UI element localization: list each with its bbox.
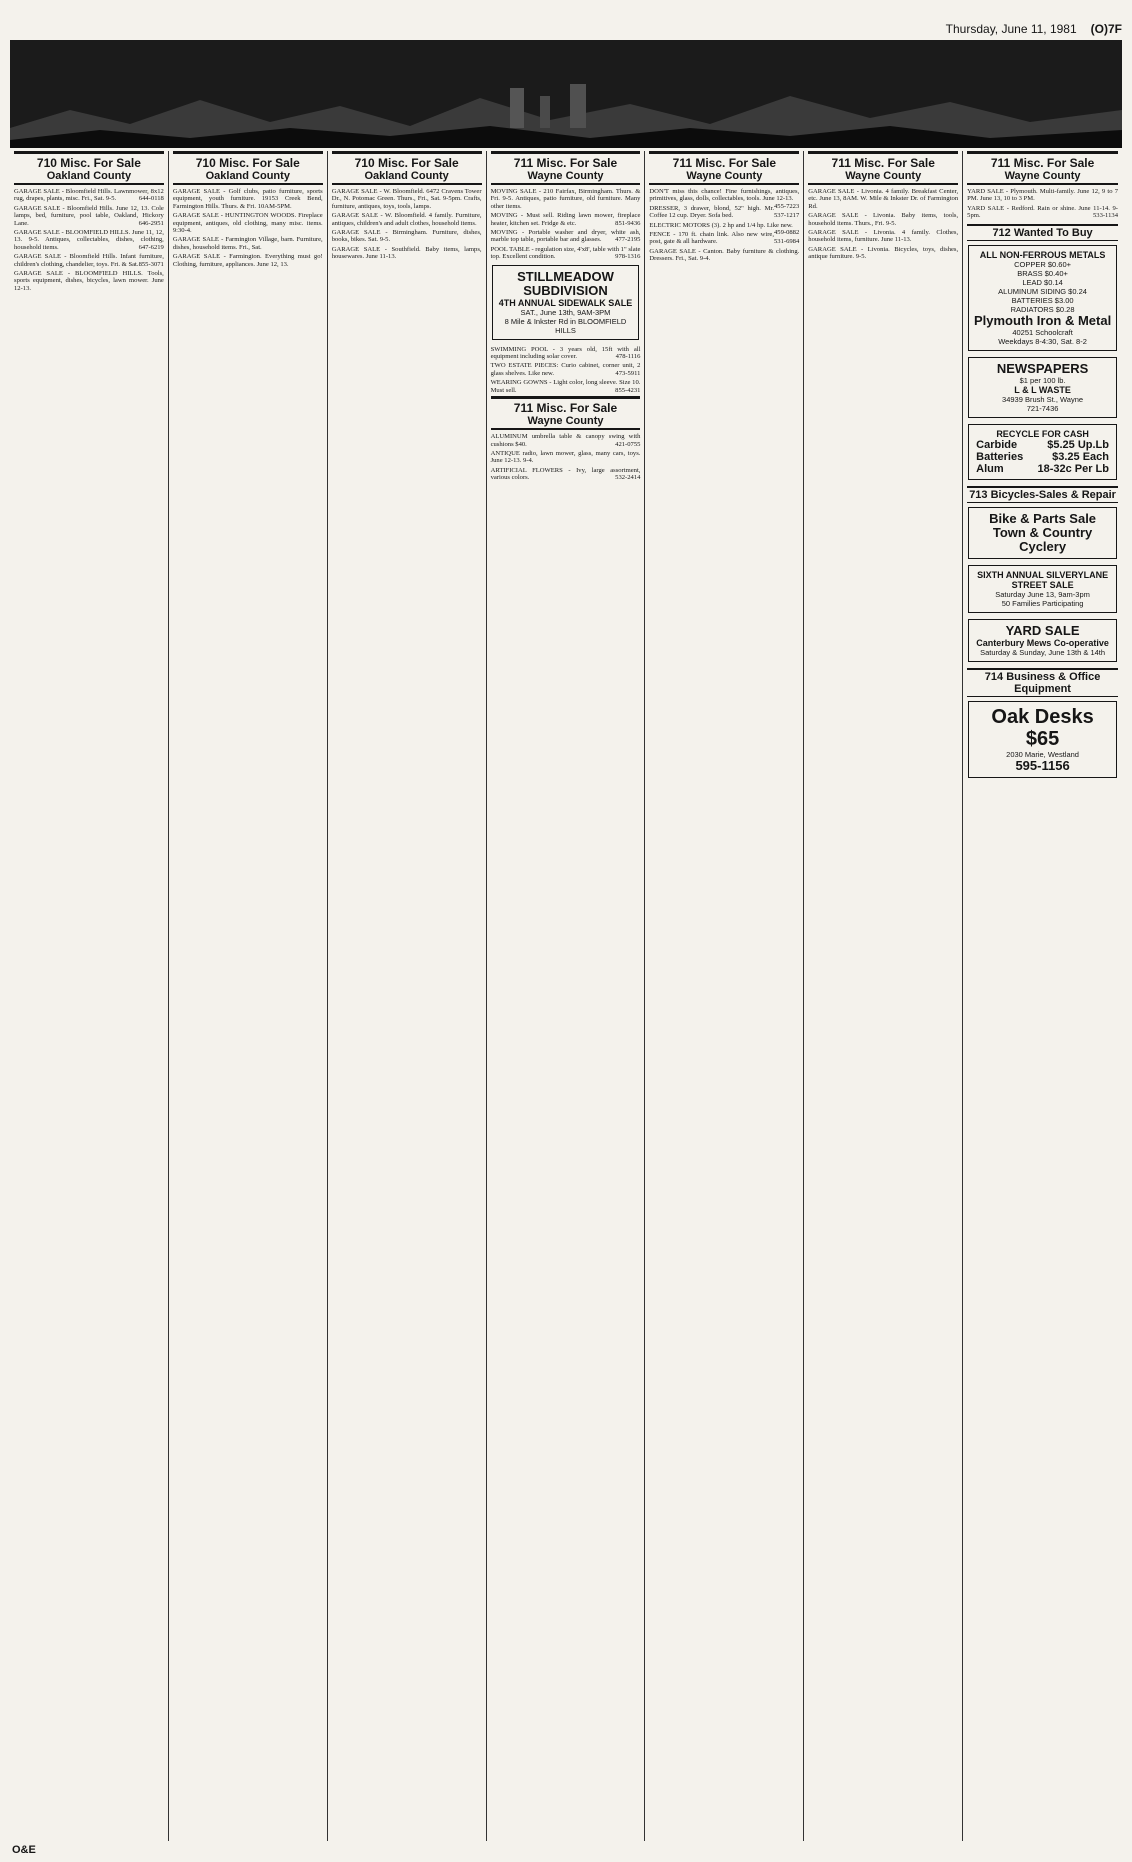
display-line: Saturday June 13, 9am-3pm (995, 589, 1090, 599)
classified-ad (808, 229, 958, 244)
ad-text: GARAGE SALE - BLOOMFIELD HILLS. Tools, sports equipment, dishes, bicycles, lawn mower. June 12-13. (14, 270, 164, 292)
display-line: ALL NON-FERROUS METALS (979, 249, 1106, 260)
ad-text: GARAGE SALE - Golf clubs, patio furniture, sports equipment, youth furniture. 19153 Creek Bend, Farmington Hills. Thurs. & Fri. 10AM-5PM. (172, 188, 323, 210)
ad-phone: 421-0755 (615, 440, 641, 448)
classified-ad (967, 188, 1118, 203)
price-value: 18-32c Per Lb (1037, 462, 1109, 475)
ad-phone: 531-6984 (774, 238, 800, 246)
display-title: NEWSPAPERS (996, 360, 1089, 376)
ad-text: GARAGE SALE - Bloomfield Hills. Infant furniture, children's clothing, chandelier, toys. Fri. & Sat. (14, 253, 164, 268)
display-address: 2030 Marie, Westland (1006, 749, 1079, 759)
column-heading (967, 151, 1118, 185)
ad-phone: 855-3071 (138, 260, 164, 268)
price-row (972, 451, 1113, 463)
display-business-name: Plymouth Iron & Metal (973, 312, 1112, 328)
classified-ad (491, 346, 641, 361)
ad-text: GARAGE SALE - Farmington Village, barn. Furniture, dishes, household items. Fri., Sat. (172, 236, 323, 251)
classified-ad (649, 248, 799, 263)
column-heading (14, 151, 164, 185)
display-title: RECYCLE FOR CASH (996, 428, 1089, 439)
footer-code: O&E (12, 1844, 36, 1856)
category-heading: 711 Misc. For Sale (990, 156, 1095, 170)
ad-phone: 978-1316 (615, 253, 641, 261)
classified-ad (173, 212, 323, 234)
display-line: BATTERIES $3.00 (1011, 295, 1074, 305)
classified-ad (332, 212, 482, 227)
ad-text: FENCE - 170 ft. chain link. Also new wire, post, gate & all hardware. (649, 231, 774, 246)
ad-phone: 473-5911 (615, 369, 641, 377)
ad-phone: 478-1116 (615, 353, 641, 361)
ad-text: GARAGE SALE - Livonia. Bicycles, toys, dishes, antique furniture. 9-5. (808, 245, 959, 261)
ad-phone: 459-0882 (774, 229, 800, 237)
county-heading: Wayne County (686, 170, 763, 182)
classified-ad (173, 236, 323, 251)
metals-display-ad (968, 245, 1117, 351)
classified-ad (332, 229, 482, 244)
display-ad-title: STILLMEADOW SUBDIVISION (517, 268, 614, 298)
county-heading: Oakland County (205, 170, 290, 182)
ad-text: GARAGE SALE - Canton. Baby furniture & clothing. Dressers. Fri., Sat. 9-4. (649, 247, 800, 263)
page-label: (O)7F (1090, 22, 1122, 36)
classified-ad (649, 221, 800, 237)
classified-ad (491, 467, 641, 482)
category-heading: 710 Misc. For Sale (354, 156, 459, 170)
section-heading-office-equipment: 714 Business & Office Equipment (967, 668, 1118, 697)
classified-ad (967, 205, 1118, 220)
ad-phone: 644-0118 (138, 195, 164, 203)
column-heading (491, 151, 641, 185)
ad-text: DON'T miss this chance! Fine furnishings, antiques, primitives, glass, dolls, collectables, tools. June 12-13. (649, 188, 800, 203)
canterbury-display-ad (968, 619, 1117, 662)
city-silhouette-image (10, 40, 1122, 148)
classified-ad (332, 246, 482, 261)
classified-column-1 (10, 151, 169, 1841)
price-item: Carbide (976, 438, 1018, 451)
ad-text: GARAGE SALE - Livonia. Baby items, tools, household items. Thurs., Fri. 9-5. (808, 212, 959, 227)
ad-text: MOVING - Must sell. Riding lawn mower, fireplace heater, kitchen set. Fridge & etc. (490, 212, 641, 227)
display-ad-details: SAT., June 13th, 9AM-3PM (520, 307, 611, 317)
column-heading (332, 151, 482, 185)
display-address: 40251 Schoolcraft (1012, 327, 1073, 337)
county-heading: Wayne County (1004, 170, 1081, 182)
ad-text: WEARING GOWNS - Light color, long sleeve. Size 10. Must sell. (490, 379, 641, 394)
street-sale-display-ad (968, 565, 1117, 613)
display-line: COPPER $0.60+ (1014, 259, 1072, 269)
bike-display-ad (968, 507, 1117, 559)
price-value: $5.25 Up.Lb (1047, 438, 1109, 451)
price-value: $3.25 Each (1052, 450, 1109, 463)
column-heading (173, 151, 323, 185)
ad-text: GARAGE SALE - W. Bloomfield. 4 family. Furniture, antiques, children's and adult clothes, household items. (331, 212, 482, 227)
classified-column-4 (487, 151, 646, 1841)
ad-text: GARAGE SALE - W. Bloomfield. 6472 Cravens Tower Dr., N. Potomac Green. Thurs., Fri., Sat. 9-5pm. Crafts, furniture, antiques, toys, tools, lamps. (331, 188, 482, 210)
category-heading: 711 Misc. For Sale (513, 401, 618, 416)
ad-text: ARTIFICIAL FLOWERS - Ivy, large assortment, various colors. (490, 466, 641, 482)
ad-text: GARAGE SALE - Livonia. 4 family. Clothes, household items, furniture. June 11-13. (808, 229, 959, 244)
ad-text: GARAGE SALE - Bloomfield Hills. June 12, 13. Cole lamps, bed, furniture, pool table, Oakland, Hickory Lane. (14, 204, 164, 227)
category-heading: 711 Misc. For Sale (672, 156, 777, 170)
category-heading: 710 Misc. For Sale (195, 156, 300, 170)
ad-text: GARAGE SALE - Birmingham. Furniture, dishes, books, bikes. Sat. 9-5. (331, 229, 482, 244)
display-line: Saturday & Sunday, June 13th & 14th (980, 647, 1106, 657)
classified-ad (491, 379, 641, 394)
ad-text: SWIMMING POOL - 3 years old, 15ft with all equipment including solar cover. (490, 345, 641, 361)
display-hours: Weekdays 8-4:30, Sat. 8-2 (998, 336, 1087, 346)
ad-text: DRESSER, 3 drawer, blond, 52" high. Mr. Coffee 12 cup. Dryer. Sofa bed. (649, 204, 774, 220)
ad-phone: 855-4231 (615, 386, 641, 394)
classified-ad (332, 188, 482, 210)
issue-date: Thursday, June 11, 1981 (945, 22, 1077, 36)
classified-ad (491, 246, 641, 261)
classified-ad (491, 450, 641, 465)
price-item: Batteries (976, 450, 1024, 463)
display-ad-subtitle: 4TH ANNUAL SIDEWALK SALE (498, 297, 633, 308)
column-heading (808, 151, 958, 185)
display-ad-location: 8 Mile & Inkster Rd in BLOOMFIELD HILLS (504, 316, 627, 335)
classified-ad (14, 205, 164, 227)
column-heading (491, 396, 641, 430)
oak-desks-display-ad (968, 701, 1117, 778)
ad-phone: 477-2195 (615, 236, 641, 244)
ad-text: ELECTRIC MOTORS (3). 2 hp and 1/4 hp. Like new. (649, 221, 793, 229)
ad-text: TWO ESTATE PIECES: Curio cabinet, corner unit, 2 glass shelves. Like new. (490, 362, 641, 377)
display-line: LEAD $0.14 (1022, 277, 1063, 287)
ad-text: MOVING - Portable washer and dryer, white ash, marble top table, portable bar and glasses. (490, 229, 641, 244)
section-heading-bicycles: 713 Bicycles-Sales & Repair (967, 486, 1118, 503)
classified-ad (491, 212, 641, 227)
classified-ad (491, 188, 641, 210)
display-line: Oak Desks $65 (991, 705, 1094, 750)
county-heading: Wayne County (527, 415, 604, 428)
stillmeadow-display-ad (492, 265, 640, 340)
masthead-banner-image (10, 40, 1122, 148)
display-line: 34939 Brush St., Wayne (1002, 394, 1084, 404)
display-line: BRASS $0.40+ (1017, 268, 1068, 278)
column-heading (649, 151, 799, 185)
classified-ad (14, 229, 164, 251)
price-row (972, 463, 1113, 475)
classified-ad (491, 229, 641, 244)
ad-phone: 455-7223 (774, 202, 800, 210)
category-heading: 710 Misc. For Sale (36, 156, 141, 170)
ad-text: GARAGE SALE - HUNTINGTON WOODS. Fireplace equipment, antiques, old clothing, many misc. items. 9:30-4. (172, 212, 323, 235)
ad-phone: 851-9436 (615, 219, 641, 227)
classified-ad (649, 188, 800, 210)
display-line: Town & Country Cyclery (992, 524, 1093, 554)
category-heading: 711 Misc. For Sale (513, 156, 618, 170)
county-heading: Oakland County (46, 170, 132, 182)
newspapers-display-ad (968, 357, 1117, 418)
display-title: YARD SALE (1005, 622, 1080, 638)
ad-text: YARD SALE - Redford. Rain or shine. June 11-14. 9-5pm. (967, 204, 1118, 220)
ad-phone: 537-1217 (774, 212, 800, 220)
display-line: RADIATORS $0.28 (1010, 304, 1075, 314)
ad-text: GARAGE SALE - Southfield. Baby items, lamps, housewares. June 11-13. (331, 245, 482, 261)
classified-column-3 (328, 151, 487, 1841)
classified-ad (14, 253, 164, 268)
ad-text: YARD SALE - Plymouth. Multi-family. June 12, 9 to 7 PM. June 13, 10 to 3 PM. (967, 188, 1118, 203)
display-line: Canterbury Mews Co-operative (976, 637, 1109, 648)
category-heading: 711 Misc. For Sale (831, 156, 935, 170)
display-phone: 595-1156 (1015, 757, 1070, 773)
display-line: 721-7436 (1026, 403, 1059, 413)
price-item: Alum (976, 462, 1004, 475)
display-line: 50 Families Participating (1001, 598, 1084, 608)
classified-ad (808, 212, 958, 227)
ad-text: ALUMINUM umbrella table & canopy swing with cushions $40. (490, 433, 641, 448)
ad-phone: 532-2414 (615, 474, 641, 482)
ad-text: GARAGE SALE - BLOOMFIELD HILLS. June 11, 12, 13. 9-5. Antiques, collectables, dishes, clothing, household items. (14, 229, 164, 251)
display-line: ALUMINUM SIDING $0.24 (998, 286, 1087, 296)
ad-text: GARAGE SALE - Livonia. 4 family. Breakfast Center, etc. June 13, 8AM. W. Mile & Inkster Dr. of Farmington Rd. (808, 188, 959, 210)
classified-ad (491, 433, 641, 448)
classified-ad (14, 188, 164, 203)
classified-column-5 (645, 151, 804, 1841)
classified-ad (173, 188, 323, 210)
classified-ad (173, 253, 323, 268)
classified-ad (808, 188, 958, 210)
ad-phone: 533-1134 (1092, 212, 1118, 220)
ad-text: GARAGE SALE - Bloomfield Hills. Lawnmower, 8x12 rug, drapes, plants, misc. Fri., Sat. 9-5. (14, 188, 164, 203)
ad-phone: 646-2951 (138, 219, 164, 227)
display-line: L & L WASTE (1014, 384, 1071, 395)
running-header (10, 18, 1122, 40)
display-line: Bike & Parts Sale (989, 510, 1097, 526)
classified-ad (491, 362, 641, 377)
section-heading-wanted-to-buy: 712 Wanted To Buy (967, 224, 1118, 241)
county-heading: Oakland County (364, 170, 449, 182)
county-heading: Wayne County (845, 170, 922, 182)
classified-column-6 (804, 151, 963, 1841)
ad-text: MOVING SALE - 210 Fairfax, Birmingham. Thurs. & Fri. 9-5. Antiques, patio furniture, old furniture. Many other items. (490, 188, 641, 210)
classified-column-2 (169, 151, 328, 1841)
display-title: SIXTH ANNUAL SILVERYLANE STREET SALE (977, 569, 1109, 590)
recycle-display-ad (968, 424, 1117, 480)
ad-text: ANTIQUE radio, lawn mower, glass, many cars, toys. June 12-13. 9-4. (490, 449, 641, 465)
classified-ad (808, 246, 958, 261)
display-line: $1 per 100 lb. (1019, 375, 1066, 385)
ad-text: GARAGE SALE - Farmington. Everything must go! Clothing, furniture, appliances. June 12, 13. (172, 253, 323, 268)
price-row (972, 439, 1113, 451)
classified-ad (14, 270, 164, 292)
classified-column-7 (963, 151, 1122, 1841)
ad-text: POOL TABLE - regulation size, 4'x8', table with 1" slate top. Excellent condition. (490, 245, 641, 261)
ad-phone: 647-6219 (138, 243, 164, 251)
county-heading: Wayne County (527, 170, 604, 182)
